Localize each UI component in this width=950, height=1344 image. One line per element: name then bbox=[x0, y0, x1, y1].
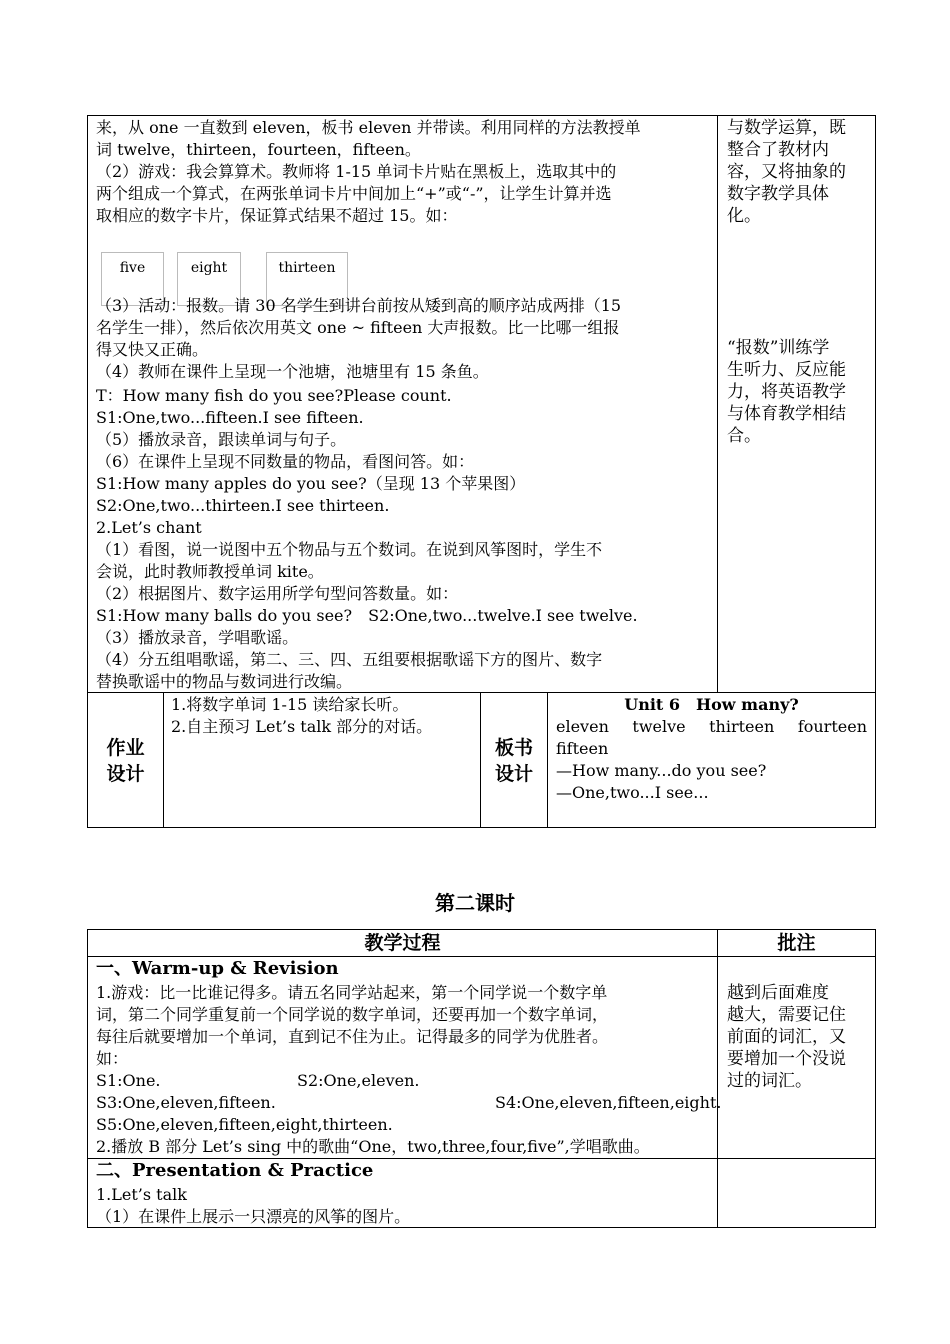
warmup-line: 词，第二个同学重复前一个同学说的数字单词，还要再加一个数字单词， bbox=[96, 1005, 609, 1024]
board-line: —One,two...I see... bbox=[556, 783, 709, 802]
process-line: 词 twelve，thirteen，fourteen，fifteen。 bbox=[96, 140, 421, 159]
process-line: 得又快又正确。 bbox=[96, 340, 209, 359]
board-word: fourteen bbox=[797, 717, 867, 736]
board-word: thirteen bbox=[709, 717, 775, 736]
warmup-line: 每往后就要增加一个单词，直到记不住为止。记得最多的同学为优胜者。 bbox=[96, 1027, 609, 1046]
homework-line: 1.将数字单词 1-15 读给家长听。 bbox=[171, 695, 409, 714]
process-line: S1:How many apples do you see?（呈现 13 个苹果图） bbox=[96, 474, 526, 493]
warmup-line: 1.游戏：比一比谁记得多。请五名同学站起来，第一个同学说一个数字单 bbox=[96, 983, 608, 1002]
lesson2-title: 第二课时 bbox=[435, 891, 515, 915]
process-line: （5）播放录音，跟读单词与句子。 bbox=[96, 430, 347, 449]
section-title-presentation: 二、Presentation & Practice bbox=[96, 1160, 374, 1181]
board-word: eleven bbox=[556, 717, 609, 736]
dialogue-s4: S4:One,eleven,fifteen,eight. bbox=[495, 1093, 722, 1112]
board-word: twelve bbox=[632, 717, 686, 736]
presentation-line: （1）在课件上展示一只漂亮的风筝的图片。 bbox=[96, 1207, 411, 1226]
section-title-warmup: 一、Warm-up & Revision bbox=[96, 958, 339, 979]
dialogue-s3: S3:One,eleven,fifteen. bbox=[96, 1093, 276, 1112]
board-words bbox=[556, 716, 867, 738]
note-counting-activity: “报数”训练学 生听力、反应能 力，将英语教学 与体育教学相结 合。 bbox=[727, 338, 846, 446]
word-card-thirteen: thirteen bbox=[266, 252, 348, 306]
process-line: （3）播放录音，学唱歌谣。 bbox=[96, 628, 299, 647]
process-line: 替换歌谣中的物品与数词进行改编。 bbox=[96, 672, 353, 691]
header-process: 教学过程 bbox=[364, 932, 441, 954]
process-line: 会说，此时教师教授单词 kite。 bbox=[96, 562, 324, 581]
process-line: 取相应的数字卡片，保证算式结果不超过 15。如： bbox=[96, 206, 458, 225]
word-card-five: five bbox=[101, 252, 164, 306]
board-line: fifteen bbox=[556, 739, 609, 758]
process-line: 两个组成一个算式，在两张单词卡片中间加上“+”或“-”，让学生计算并选 bbox=[96, 184, 612, 203]
word-card-eight: eight bbox=[177, 252, 241, 306]
board-title: Unit 6 How many? bbox=[624, 695, 799, 714]
process-line: T：How many fish do you see?Please count. bbox=[96, 386, 452, 405]
homework-label: 作业 设计 bbox=[106, 737, 145, 785]
process-line: S1:How many balls do you see? S2:One,two...twelve.I see twelve. bbox=[96, 606, 638, 625]
process-line: （4）分五组唱歌谣，第二、三、四、五组要根据歌谣下方的图片、数字 bbox=[96, 650, 603, 669]
homework-line: 2.自主预习 Let’s talk 部分的对话。 bbox=[171, 717, 433, 736]
process-line: （4）教师在课件上呈现一个池塘，池塘里有 15 条鱼。 bbox=[96, 362, 489, 381]
process-line: 2.Let’s chant bbox=[96, 518, 202, 537]
process-line: （2）根据图片、数字运用所学句型问答数量。如： bbox=[96, 584, 459, 603]
process-line: S1:One,two...fifteen.I see fifteen. bbox=[96, 408, 364, 427]
dialogue-s5: S5:One,eleven,fifteen,eight,thirteen. bbox=[96, 1115, 393, 1134]
note-math-integration: 与数学运算，既 整合了教材内 容，又将抽象的 数字教学具体 化。 bbox=[727, 118, 846, 226]
header-note: 批注 bbox=[777, 932, 816, 954]
dialogue-s1: S1:One. bbox=[96, 1071, 161, 1090]
process-line: 名学生一排），然后依次用英文 one ~ fifteen 大声报数。比一比哪一组报 bbox=[96, 318, 620, 337]
warmup-line: 如： bbox=[96, 1049, 129, 1068]
board-line: —How many...do you see? bbox=[556, 761, 767, 780]
warmup-line: 2.播放 B 部分 Let’s sing 中的歌曲“One，two,three,four,five”,学唱歌曲。 bbox=[96, 1137, 650, 1156]
dialogue-s2: S2:One,eleven. bbox=[297, 1071, 420, 1090]
process-line: 来，从 one 一直数到 eleven，板书 eleven 并带读。利用同样的方法教授单 bbox=[96, 118, 641, 137]
presentation-line: 1.Let’s talk bbox=[96, 1185, 187, 1204]
note-memory-game: 越到后面难度 越大，需要记住 前面的词汇，又 要增加一个没说 过的词汇。 bbox=[727, 983, 846, 1091]
process-line: （3）活动：报数。请 30 名学生到讲台前按从矮到高的顺序站成两排（15 bbox=[96, 296, 622, 315]
process-line: （2）游戏：我会算算术。教师将 1-15 单词卡片贴在黑板上，选取其中的 bbox=[96, 162, 617, 181]
process-line: （1）看图，说一说图中五个物品与五个数词。在说到风筝图时，学生不 bbox=[96, 540, 603, 559]
process-line: S2:One,two...thirteen.I see thirteen. bbox=[96, 496, 390, 515]
process-line: （6）在课件上呈现不同数量的物品，看图问答。如： bbox=[96, 452, 475, 471]
board-design-label: 板书 设计 bbox=[494, 737, 533, 785]
